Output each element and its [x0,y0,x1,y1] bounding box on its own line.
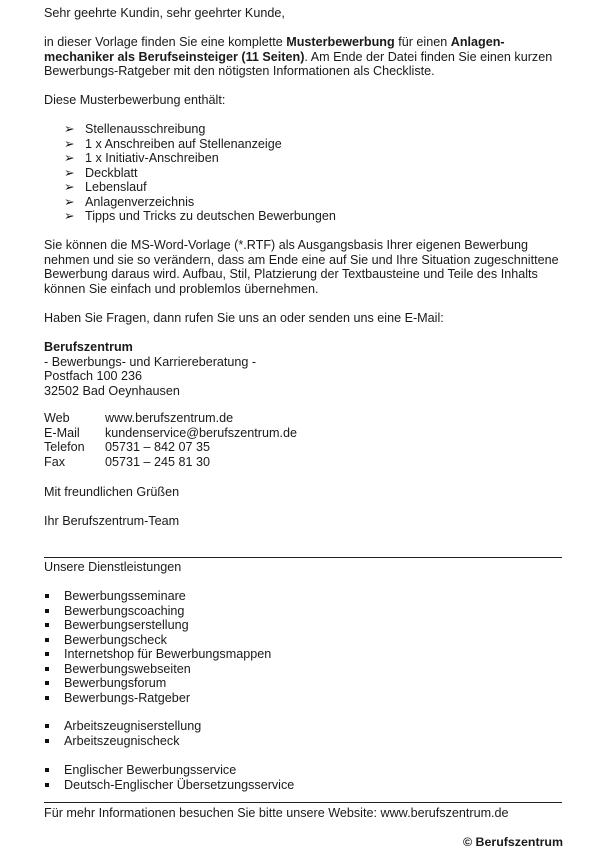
contents-heading: Diese Musterbewerbung enthält: [44,93,226,107]
list-item-text: Deckblatt [85,165,138,180]
usage-paragraph: Sie können die MS-Word-Vorlage (*.RTF) als Ausgangsbasis Ihrer eigenen Bewerbung nehmen und sie so verändern, dass am Ende eine auf Sie und Ihre Situation zugeschnittene Bewerbung daraus wird. Aufbau, Stil, Platzierung der Textbausteine und Teile des Inhalts können Sie einfach und problemlos übernehmen. [44,238,559,296]
list-item-text: Bewerbungsseminare [64,589,186,603]
contact-row-web [44,411,564,426]
contact-label: Fax [44,454,65,469]
intro-bold-1: Musterbewerbung [286,35,395,49]
list-item-text: Stellenausschreibung [85,122,206,136]
list-item [44,137,564,152]
list-item-text: Bewerbungsforum [64,676,167,690]
intro-bold-2: Anlagen-mechaniker als Berufseinsteiger (11 Seiten) [44,35,505,64]
list-item [44,589,564,604]
arrow-bullet-icon: ➢ [64,180,75,194]
list-item-text: Internetshop für Bewerbungsmappen [64,647,272,661]
services-list-3 [44,763,564,792]
list-item [44,691,564,706]
square-bullet-icon [45,638,49,642]
fax-number: 05731 – 245 81 30 [105,454,211,469]
list-item [44,662,564,677]
square-bullet-icon [45,594,49,598]
contact-table [44,411,564,469]
questions-paragraph: Haben Sie Fragen, dann rufen Sie uns an oder senden uns eine E-Mail: [44,311,444,325]
contact-label: Telefon [44,440,85,454]
square-bullet-icon [45,667,49,671]
list-item-text: Lebenslauf [85,180,147,194]
website-link[interactable]: www.berufszentrum.de [105,411,234,425]
list-item [44,719,564,734]
contents-list [44,122,564,224]
postbox: Postfach 100 236 [44,369,143,383]
arrow-bullet-icon: ➢ [64,194,75,209]
closing: Mit freundlichen Grüßen [44,485,180,499]
email-link[interactable]: kundenservice@berufszentrum.de [105,425,297,440]
footer-text: Für mehr Informationen besuchen Sie bitte unsere Website: www.berufszentrum.de [44,806,509,820]
contact-row-phone [44,440,564,455]
list-item-text: Englischer Bewerbungsservice [64,763,237,777]
arrow-bullet-icon: ➢ [64,209,75,223]
arrow-bullet-icon: ➢ [64,151,75,165]
square-bullet-icon [45,768,49,772]
signature: Ihr Berufszentrum-Team [44,514,180,528]
list-item [44,209,564,224]
list-item-text: 1 x Initiativ-Anschreiben [85,151,219,165]
list-item [44,166,564,181]
divider [44,802,562,803]
square-bullet-icon [45,783,49,787]
phone-number: 05731 – 842 07 35 [105,440,211,454]
divider [44,557,562,558]
list-item-text: Deutsch-Englischer Übersetzungsservice [64,777,295,792]
list-item-text: Tipps und Tricks zu deutschen Bewerbungen [85,209,336,223]
list-item [44,195,564,210]
greeting: Sehr geehrte Kundin, sehr geehrter Kunde, [44,6,285,20]
list-item-text: Bewerbungscheck [64,632,167,647]
intro-text-3: . Am Ende der Datei finden Sie einen kurzen Bewerbungs-Ratgeber mit den nötigsten Informationen als Checkliste. [44,49,553,78]
list-item-text: Arbeitszeugnischeck [64,733,180,748]
company-tagline: - Bewerbungs- und Karriereberatung - [44,354,257,369]
intro-text-2: für einen [394,35,451,49]
contact-label: E-Mail [44,425,80,440]
list-item [44,647,564,662]
contact-label: Web [44,411,70,425]
square-bullet-icon [45,623,49,627]
list-item [44,151,564,166]
contact-row-fax [44,455,564,470]
list-item-text: 1 x Anschreiben auf Stellenanzeige [85,136,282,151]
square-bullet-icon [45,681,49,685]
list-item-text: Bewerbungserstellung [64,618,189,632]
list-item [44,618,564,633]
arrow-bullet-icon: ➢ [64,165,75,180]
list-item-text: Anlagenverzeichnis [85,194,195,209]
list-item [44,676,564,691]
list-item [44,763,564,778]
address-block [44,340,564,398]
square-bullet-icon [45,609,49,613]
list-item-text: Bewerbungscoaching [64,603,185,618]
intro-paragraph [44,35,564,79]
square-bullet-icon [45,724,49,728]
contact-row-email [44,426,564,441]
intro-text-1: in dieser Vorlage finden Sie eine komplette [44,35,287,49]
arrow-bullet-icon: ➢ [64,136,75,151]
list-item [44,734,564,749]
services-heading: Unsere Dienstleistungen [44,560,182,574]
list-item [44,122,564,137]
city: 32502 Bad Oeynhausen [44,383,180,398]
list-item [44,180,564,195]
square-bullet-icon [45,696,49,700]
services-list-1 [44,589,564,705]
square-bullet-icon [45,652,49,656]
list-item [44,633,564,648]
list-item-text: Bewerbungswebseiten [64,661,191,676]
square-bullet-icon [45,739,49,743]
list-item [44,778,564,793]
company-name: Berufszentrum [44,340,133,354]
list-item [44,604,564,619]
list-item-text: Arbeitszeugniserstellung [64,719,202,733]
arrow-bullet-icon: ➢ [64,122,75,136]
copyright: © Berufszentrum [462,835,563,849]
list-item-text: Bewerbungs-Ratgeber [64,690,191,705]
services-list-2 [44,719,564,748]
